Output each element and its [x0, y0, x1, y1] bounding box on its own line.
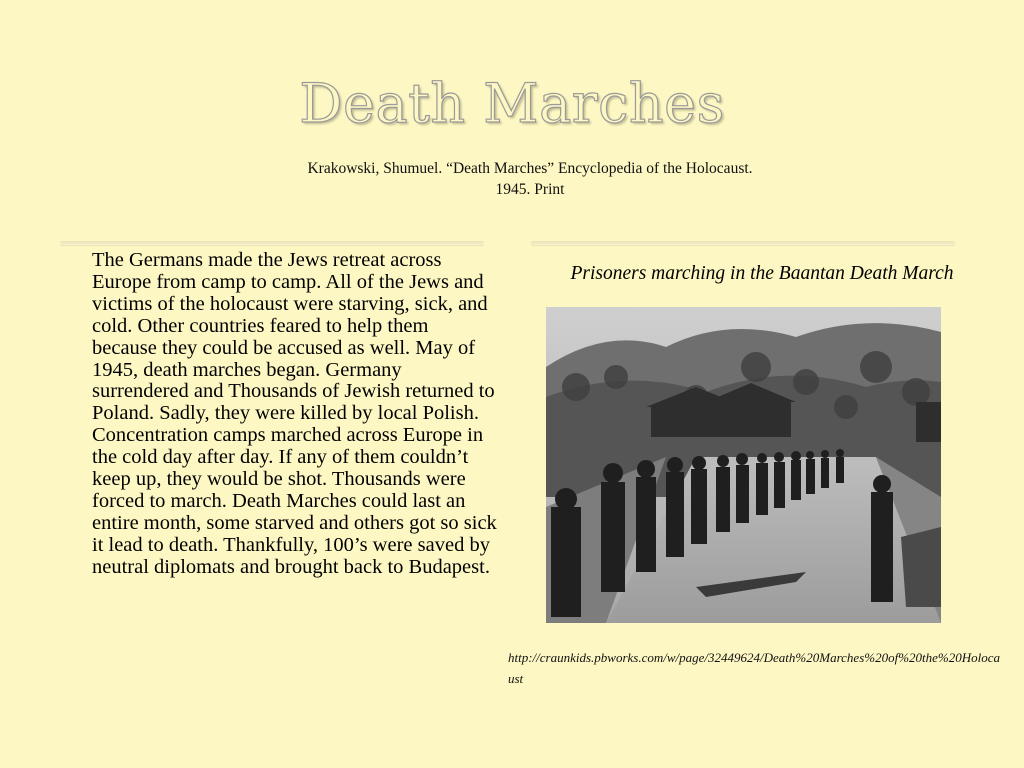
right-divider [531, 241, 955, 245]
body-paragraph: The Germans made the Jews retreat across Europe from camp to camp. All of the Jews and victims of the holocaust were starving, sick, and cold. Other countries feared to help them because they could be accused as well. May of 1945, death marches began. Germany surrendered and Thousands of Jewish returned to Poland. Sadly, they were killed by local Polish. Concentration camps marched across Europe in the cold day after day. If any of them couldn’t keep up, they would be shot. Thousands were forced to march. Death Marches could last an entire month, some starved and others got so sick it lead to death. Thankfully, 100’s were saved by neutral diplomats and brought back to Budapest. [92, 249, 497, 578]
citation-text: Krakowski, Shumuel. “Death Marches” Encyclopedia of the Holocaust. 1945. Print [307, 160, 753, 198]
source-url[interactable]: http://craunkids.pbworks.com/w/page/32449624/Death%20Marches%20of%20the%20Holocaust [508, 650, 1001, 686]
slide-title: Death Marches [299, 72, 725, 135]
march-photo [546, 307, 941, 623]
left-divider [60, 241, 484, 245]
photo-caption: Prisoners marching in the Baantan Death March [570, 263, 954, 284]
